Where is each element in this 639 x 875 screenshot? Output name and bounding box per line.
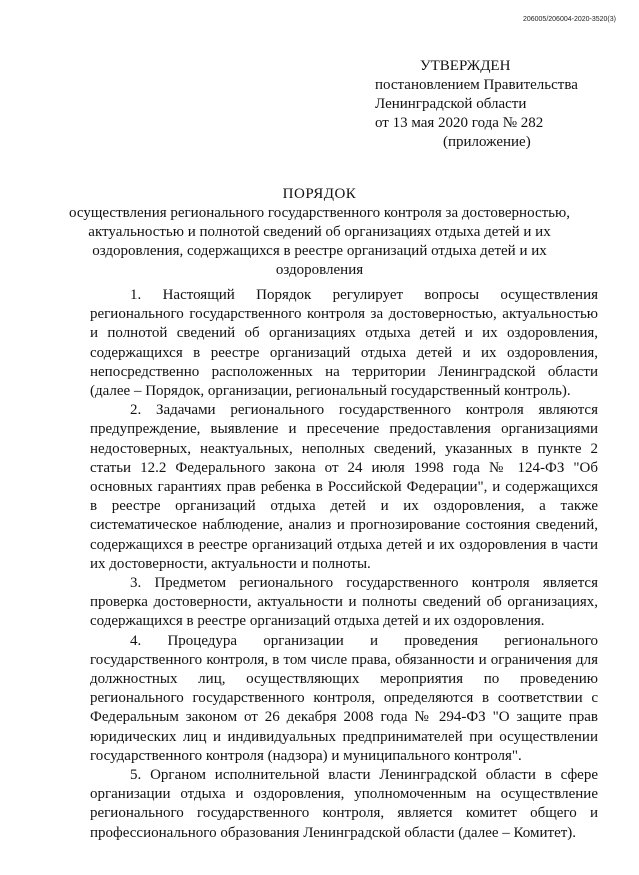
- document-subtitle: осуществления регионального государственного контроля за достоверностью, актуальностью и полнотой сведений об организациях отдыха детей и их оздоровления, содержащихся в реестре организаций отдыха детей и их оздоровления: [69, 205, 570, 278]
- paragraph-4: 4. Процедура организации и проведения регионального государственного контроля, в том числе права, обязанности и ограничения для должностных лиц, осуществляющих мероприятия по проведению регионального государственного контроля, определяются в соответствии с Федеральным законом от 26 декабря 2008 года № 294-ФЗ "О защите прав юридических лиц и индивидуальных предпринимателей при осуществлении государственного контроля (надзора) и муниципального контроля".: [90, 632, 598, 764]
- paragraph-1: 1. Настоящий Порядок регулирует вопросы осуществления регионального государственного контроля за достоверностью, актуальностью и полнотой сведений об организациях отдыха детей и их оздоровления, содержащихся в реестре организаций отдыха детей и их оздоровления, непосредственно расположенных на территории Ленинградской области (далее – Порядок, организации, региональный государственный контроль).: [90, 287, 598, 400]
- document-title: ПОРЯДОК: [282, 186, 357, 202]
- title-block: [60, 185, 579, 280]
- document-id: 206005/206004-2020-3520(3): [522, 16, 616, 23]
- paragraph-5: 5. Органом исполнительной власти Ленинградской области в сфере организации отдыха и оздоровления, уполномоченным на осуществление регионального государственного контроля, является комитет общего и профессионального образования Ленинградской области (далее – Комитет).: [90, 767, 598, 841]
- approval-line-3: от 13 мая 2020 года № 282: [375, 115, 544, 131]
- approval-stamp: [375, 57, 615, 152]
- approval-line-2: Ленинградской области: [375, 96, 527, 112]
- document-body: [90, 286, 598, 843]
- approval-line-1: постановлением Правительства: [375, 77, 578, 93]
- approval-note: (приложение): [443, 134, 531, 150]
- paragraph-2: 2. Задачами регионального государственного контроля являются предупреждение, выявление и пресечение предоставления организациями недостоверных, неактуальных, неполных сведений, указанных в пункте 2 статьи 12.2 Федерального закона от 24 июля 1998 года № 124-ФЗ "Об основных гарантиях прав ребенка в Российской Федерации", и содержащихся в реестре организаций отдыха детей и их оздоровления, а также систематическое наблюдение, анализ и прогнозирование состояния сведений, содержащихся в реестре организаций отдыха детей и их оздоровления в части их достоверности, актуальности и полноты.: [90, 402, 598, 572]
- approval-heading: УТВЕРЖДЕН: [420, 58, 511, 74]
- paragraph-3: 3. Предметом регионального государственного контроля является проверка достоверности, актуальности и полноты сведений об организациях, содержащихся в реестре организаций отдыха детей и их оздоровления.: [90, 575, 598, 630]
